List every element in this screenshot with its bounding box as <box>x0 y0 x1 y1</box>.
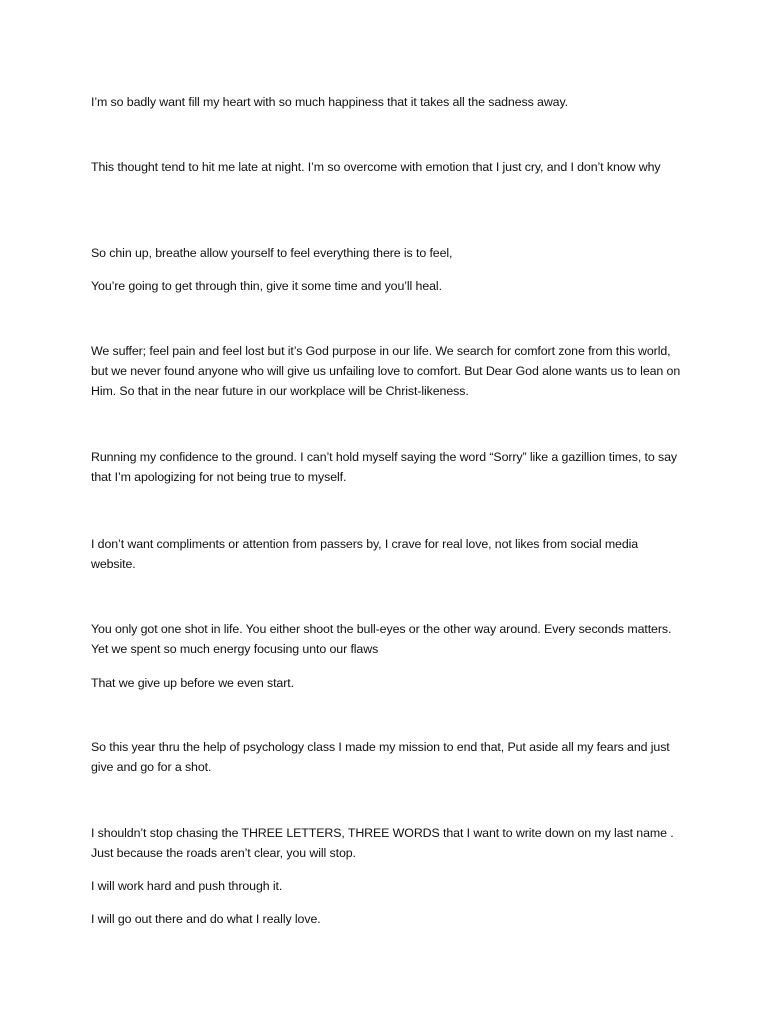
paragraph-6: Running my confidence to the ground. I can’t hold myself saying the word “Sorry” like a gazillion times, to say that I’m apologizing for not being true to myself. <box>91 450 678 484</box>
paragraph-4: You’re going to get through thin, give it some time and you’ll heal. <box>91 279 442 293</box>
paragraph-7: I don’t want compliments or attention from passers by, I crave for real love, not likes from social media website. <box>91 537 639 571</box>
paragraph-13: I will go out there and do what I really love. <box>91 912 321 926</box>
paragraph-12: I will work hard and push through it. <box>91 879 283 893</box>
paragraph-9: That we give up before we even start. <box>91 676 294 690</box>
paragraph-11: I shouldn’t stop chasing the THREE LETTERS, THREE WORDS that I want to write down on my last name . Just because the roads aren’t clear, you will stop. <box>91 826 674 860</box>
paragraph-2: This thought tend to hit me late at night. I’m so overcome with emotion that I just cry, and I don’t know why <box>91 160 661 174</box>
paragraph-3: So chin up, breathe allow yourself to feel everything there is to feel, <box>91 246 453 260</box>
paragraph-8: You only got one shot in life. You either shoot the bull-eyes or the other way around. Every seconds matters. Yet we spent so much energy focusing unto our flaws <box>91 622 672 656</box>
paragraph-5: We suffer; feel pain and feel lost but it’s God purpose in our life. We search for comfort zone from this world, but we never found anyone who will give us unfailing love to comfort. But Dear God alone wants us to lean on Him. So that in the near future in our workplace will be Christ-likeness. <box>91 344 681 398</box>
paragraph-10: So this year thru the help of psychology class I made my mission to end that, Put aside all my fears and just give and go for a shot. <box>91 740 670 774</box>
paragraph-1: I’m so badly want fill my heart with so much happiness that it takes all the sadness away. <box>91 95 568 109</box>
